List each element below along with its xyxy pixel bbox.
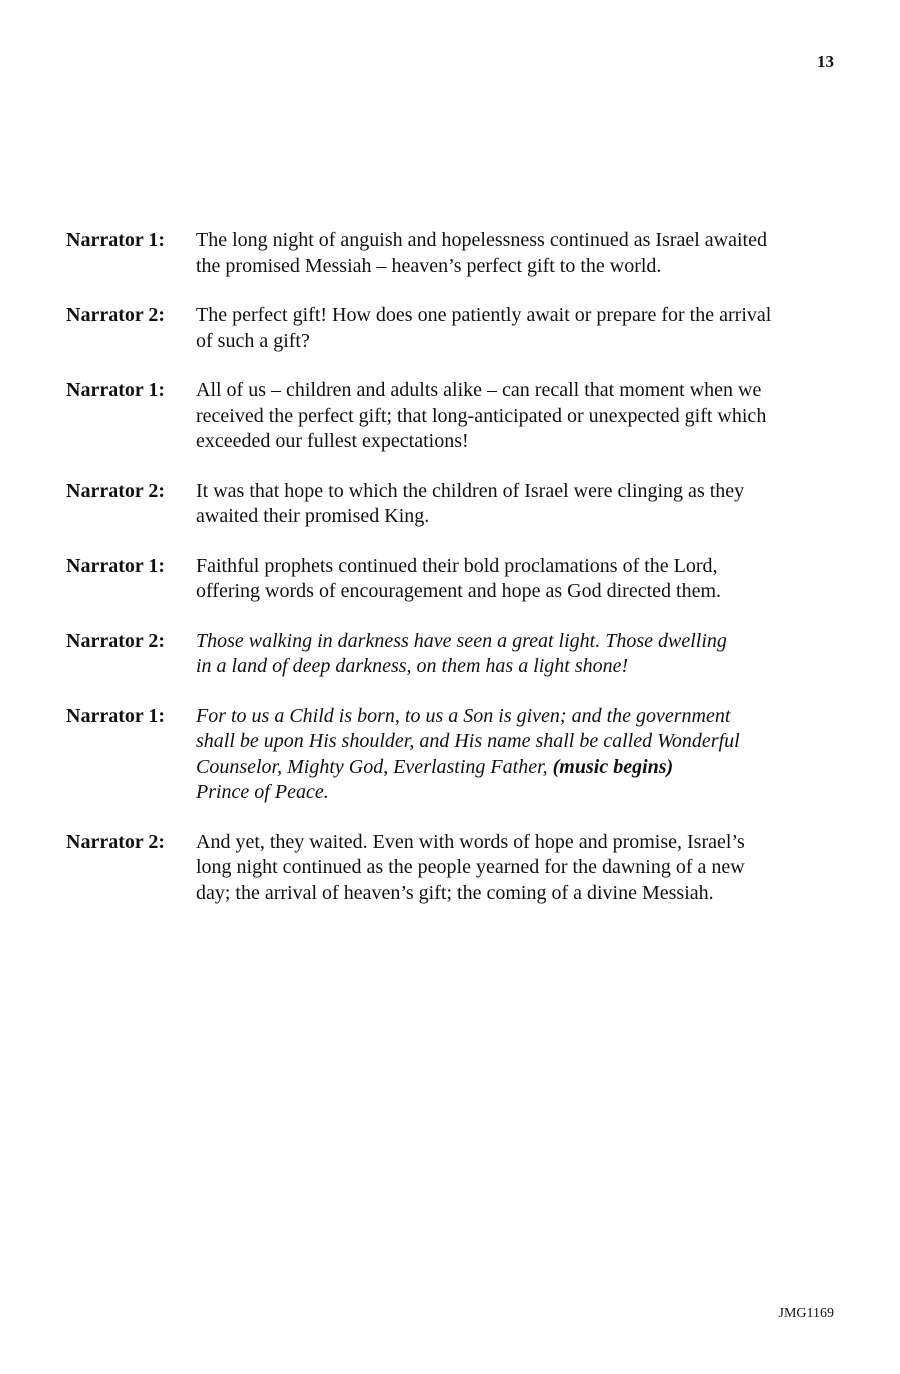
catalog-code: JMG1169 <box>778 1306 834 1321</box>
script-entry <box>66 479 836 530</box>
speaker-label: Narrator 1: <box>66 229 166 251</box>
line-segment: For to us a Child is born, to us a Son is given; and the government <box>196 704 731 727</box>
line-segment: long night continued as the people yearned for the dawning of a new <box>196 856 745 878</box>
line-segment: Those walking in darkness have seen a great light. Those dwelling <box>196 629 727 652</box>
line-segment: offering words of encouragement and hope as God directed them. <box>196 580 722 602</box>
scripture-quote <box>196 704 836 806</box>
spoken-line <box>196 479 836 530</box>
line-segment: awaited their promised King. <box>196 505 430 527</box>
spoken-line <box>196 228 836 279</box>
line-segment <box>196 755 836 781</box>
line-segment: received the perfect gift; that long-anticipated or unexpected gift which <box>196 404 767 427</box>
script-entry <box>66 378 836 455</box>
speaker-label: Narrator 2: <box>66 479 166 502</box>
line-segment: Prince of Peace. <box>196 781 329 803</box>
speaker-label: Narrator 2: <box>66 830 166 853</box>
narration-script <box>66 228 836 930</box>
speaker-label: Narrator 1: <box>66 554 166 577</box>
line-segment: the promised Messiah – heaven’s perfect gift to the world. <box>196 254 662 277</box>
script-entry <box>66 830 836 907</box>
music-cue: (music begins) <box>552 755 674 778</box>
spoken-line <box>196 554 836 605</box>
line-segment: of such a gift? <box>196 329 310 352</box>
speaker-label: Narrator 1: <box>66 704 166 727</box>
spoken-line <box>196 830 836 907</box>
line-segment: The long night of anguish and hopelessness continued as Israel awaited <box>196 229 767 251</box>
script-entry <box>66 228 836 279</box>
line-text: Counselor, Mighty God, Everlasting Father, <box>196 755 548 778</box>
speaker-label: Narrator 2: <box>66 629 166 652</box>
line-segment: exceeded our fullest expectations! <box>196 430 469 452</box>
speaker-label: Narrator 1: <box>66 379 166 401</box>
script-entry <box>66 303 836 354</box>
line-segment: And yet, they waited. Even with words of hope and promise, Israel’s <box>196 830 745 853</box>
script-entry <box>66 629 836 680</box>
line-segment: It was that hope to which the children of Israel were clinging as they <box>196 479 745 502</box>
line-segment: Faithful prophets continued their bold proclamations of the Lord, <box>196 554 718 577</box>
line-segment: day; the arrival of heaven’s gift; the coming of a divine Messiah. <box>196 881 714 904</box>
spoken-line <box>196 303 836 354</box>
script-entry <box>66 554 836 605</box>
script-entry <box>66 704 836 806</box>
line-segment: The perfect gift! How does one patiently await or prepare for the arrival <box>196 304 772 326</box>
spoken-line <box>196 378 836 455</box>
page-number: 13 <box>817 52 834 71</box>
scripture-quote <box>196 629 836 680</box>
line-segment: All of us – children and adults alike – can recall that moment when we <box>196 379 762 401</box>
line-segment: in a land of deep darkness, on them has a light shone! <box>196 655 629 677</box>
speaker-label: Narrator 2: <box>66 304 166 326</box>
line-segment: shall be upon His shoulder, and His name shall be called Wonderful <box>196 730 740 752</box>
